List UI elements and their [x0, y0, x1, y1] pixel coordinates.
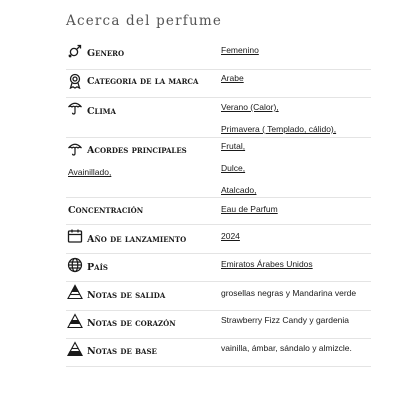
row-lanzamiento — [66, 224, 371, 254]
value-categoria[interactable]: Arabe — [221, 73, 244, 83]
label-pais: País — [87, 262, 108, 273]
label-acordes: Acordes principales — [87, 145, 187, 156]
value-notas-corazon: Strawberry Fizz Candy y gardenia — [221, 315, 350, 325]
calendar-icon — [67, 228, 83, 244]
row-categoria — [66, 69, 371, 98]
value-acorde-1[interactable]: Frutal, — [221, 141, 246, 151]
label-notas-salida: Notas de salida — [87, 290, 166, 301]
label-notas-corazon: Notas de corazón — [87, 318, 176, 329]
pyramid-base-icon — [67, 341, 83, 357]
globe-icon — [67, 257, 83, 273]
pyramid-middle-icon — [67, 313, 83, 329]
label-concentracion: Concentración — [68, 205, 144, 216]
value-pais[interactable]: Emiratos Árabes Unidos — [221, 259, 313, 269]
value-concentracion[interactable]: Eau de Parfum — [221, 204, 278, 214]
umbrella-icon — [67, 99, 83, 115]
row-clima — [66, 97, 371, 138]
value-clima-1[interactable]: Verano (Calor), — [221, 102, 279, 112]
row-genero — [66, 38, 371, 70]
label-notas-base: Notas de base — [87, 346, 157, 357]
medal-icon — [67, 73, 83, 89]
value-notas-base: vainilla, ámbar, sándalo y almizcle. — [221, 343, 352, 353]
row-notas-base — [66, 338, 371, 367]
label-genero: Genero — [87, 48, 125, 59]
gender-icon — [67, 43, 83, 59]
value-acorde-2[interactable]: Dulce, — [221, 163, 246, 173]
row-notas-corazon — [66, 310, 371, 339]
label-clima: Clima — [87, 106, 116, 117]
label-lanzamiento: Año de lanzamiento — [87, 234, 187, 245]
umbrella-icon — [67, 140, 83, 156]
row-concentracion — [66, 197, 371, 225]
row-pais — [66, 253, 371, 282]
value-notas-salida: grosellas negras y Mandarina verde — [221, 288, 357, 298]
pyramid-top-icon — [67, 284, 83, 300]
value-lanzamiento[interactable]: 2024 — [221, 231, 240, 241]
section-title: Acerca del perfume — [66, 13, 223, 29]
row-notas-salida — [66, 281, 371, 311]
row-acordes — [66, 137, 371, 198]
value-acorde-3[interactable]: Atalcado, — [221, 185, 257, 195]
label-categoria: Categoria de la marca — [87, 76, 199, 87]
value-genero[interactable]: Femenino — [221, 45, 259, 55]
value-acorde-4[interactable]: Avainillado, — [68, 167, 112, 177]
value-clima-2[interactable]: Primavera ( Templado, cálido), — [221, 124, 337, 134]
